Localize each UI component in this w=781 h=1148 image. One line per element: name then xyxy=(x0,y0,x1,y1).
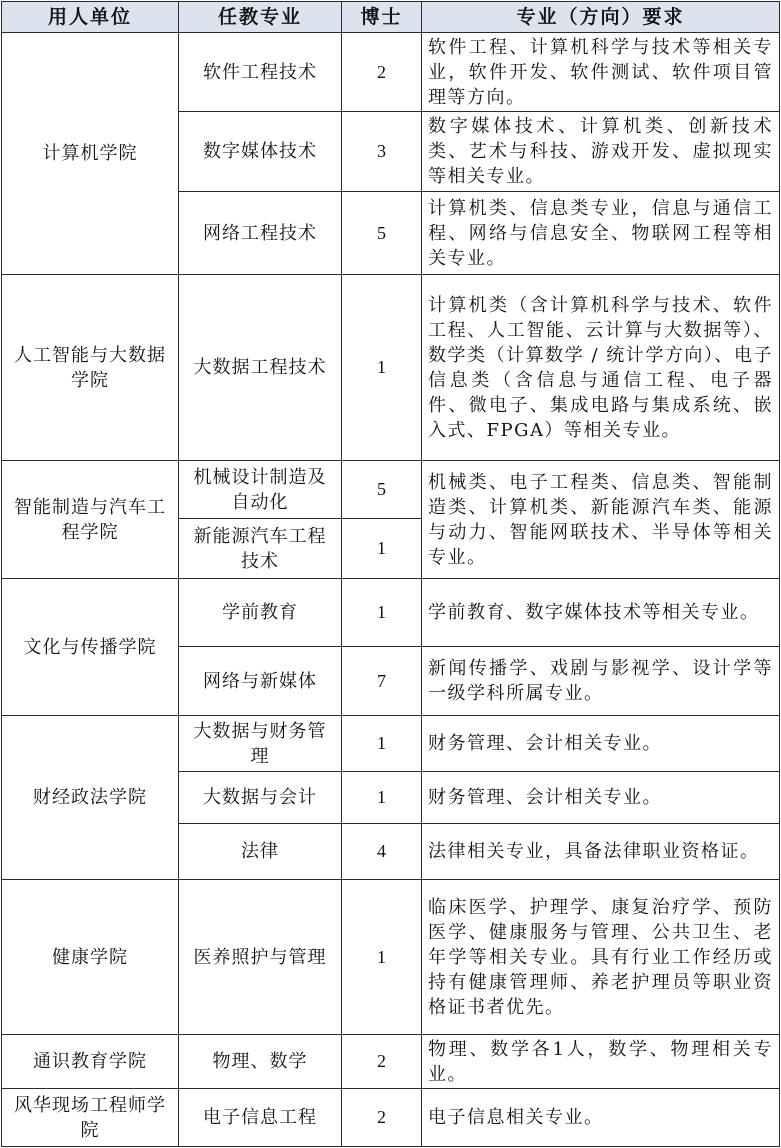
major-cell: 网络工程技术 xyxy=(179,192,342,275)
unit-cell: 健康学院 xyxy=(2,880,179,1035)
major-cell: 大数据与财务管理 xyxy=(179,716,342,772)
phd-count-cell: 2 xyxy=(342,33,422,112)
requirement-cell: 法律相关专业，具备法律职业资格证。 xyxy=(422,824,780,880)
table-row xyxy=(2,461,780,519)
requirement-cell: 软件工程、计算机科学与技术等相关专业，软件开发、软件测试、软件项目管理等方向。 xyxy=(422,33,780,112)
phd-count-cell: 2 xyxy=(342,1089,422,1147)
header-requirement: 专业（方向）要求 xyxy=(422,2,780,33)
phd-count-cell: 7 xyxy=(342,647,422,716)
unit-cell: 通识教育学院 xyxy=(2,1035,179,1089)
phd-count-cell: 1 xyxy=(342,880,422,1035)
phd-count-cell: 1 xyxy=(342,716,422,772)
requirement-cell: 计算机类（含计算机科学与技术、软件工程、人工智能、云计算与大数据等）、数学类（计算数学 / 统计学方向）、电子信息类（含信息与通信工程、电子器件、微电子、集成电路与集成系统、嵌入式、FPGA）等相关专业。 xyxy=(422,275,780,461)
major-cell: 医养照护与管理 xyxy=(179,880,342,1035)
requirement-cell: 财务管理、会计相关专业。 xyxy=(422,772,780,824)
major-cell: 电子信息工程 xyxy=(179,1089,342,1147)
table-row xyxy=(2,33,780,112)
unit-cell: 风华现场工程师学院 xyxy=(2,1089,179,1147)
requirement-cell: 财务管理、会计相关专业。 xyxy=(422,716,780,772)
phd-count-cell: 3 xyxy=(342,112,422,192)
table-row xyxy=(2,716,780,772)
header-row xyxy=(2,2,780,33)
header-major: 任教专业 xyxy=(179,2,342,33)
major-cell: 新能源汽车工程技术 xyxy=(179,519,342,579)
phd-count-cell: 1 xyxy=(342,519,422,579)
phd-count-cell: 5 xyxy=(342,192,422,275)
unit-cell: 计算机学院 xyxy=(2,33,179,275)
phd-count-cell: 2 xyxy=(342,1035,422,1089)
phd-count-cell: 5 xyxy=(342,461,422,519)
phd-count-cell: 1 xyxy=(342,579,422,647)
unit-cell: 人工智能与大数据学院 xyxy=(2,275,179,461)
requirement-cell: 物理、数学各1人，数学、物理相关专业。 xyxy=(422,1035,780,1089)
header-phd: 博士 xyxy=(342,2,422,33)
table-row xyxy=(2,579,780,647)
unit-cell: 财经政法学院 xyxy=(2,716,179,880)
major-cell: 数字媒体技术 xyxy=(179,112,342,192)
phd-count-cell: 1 xyxy=(342,772,422,824)
major-cell: 机械设计制造及自动化 xyxy=(179,461,342,519)
major-cell: 学前教育 xyxy=(179,579,342,647)
header-unit: 用人单位 xyxy=(2,2,179,33)
requirement-cell: 机械类、电子工程类、信息类、智能制造类、计算机类、新能源汽车类、能源与动力、智能网联技术、半导体等相关专业。 xyxy=(422,461,780,579)
major-cell: 软件工程技术 xyxy=(179,33,342,112)
requirement-cell: 临床医学、护理学、康复治疗学、预防医学、健康服务与管理、公共卫生、老年学等相关专业。具有行业工作经历或持有健康管理师、养老护理员等职业资格证书者优先。 xyxy=(422,880,780,1035)
requirement-cell: 计算机类、信息类专业，信息与通信工程、网络与信息安全、物联网工程等相关专业。 xyxy=(422,192,780,275)
phd-count-cell: 1 xyxy=(342,275,422,461)
major-cell: 法律 xyxy=(179,824,342,880)
table-row xyxy=(2,275,780,461)
recruitment-table xyxy=(1,1,780,1147)
table-row xyxy=(2,1089,780,1147)
requirement-cell: 电子信息相关专业。 xyxy=(422,1089,780,1147)
major-cell: 大数据与会计 xyxy=(179,772,342,824)
requirement-cell: 数字媒体技术、计算机类、创新技术类、艺术与科技、游戏开发、虚拟现实等相关专业。 xyxy=(422,112,780,192)
unit-cell: 文化与传播学院 xyxy=(2,579,179,716)
phd-count-cell: 4 xyxy=(342,824,422,880)
major-cell: 网络与新媒体 xyxy=(179,647,342,716)
requirement-cell: 学前教育、数字媒体技术等相关专业。 xyxy=(422,579,780,647)
requirement-cell: 新闻传播学、戏剧与影视学、设计学等一级学科所属专业。 xyxy=(422,647,780,716)
table-row xyxy=(2,1035,780,1089)
major-cell: 物理、数学 xyxy=(179,1035,342,1089)
major-cell: 大数据工程技术 xyxy=(179,275,342,461)
unit-cell: 智能制造与汽车工程学院 xyxy=(2,461,179,579)
table-row xyxy=(2,880,780,1035)
